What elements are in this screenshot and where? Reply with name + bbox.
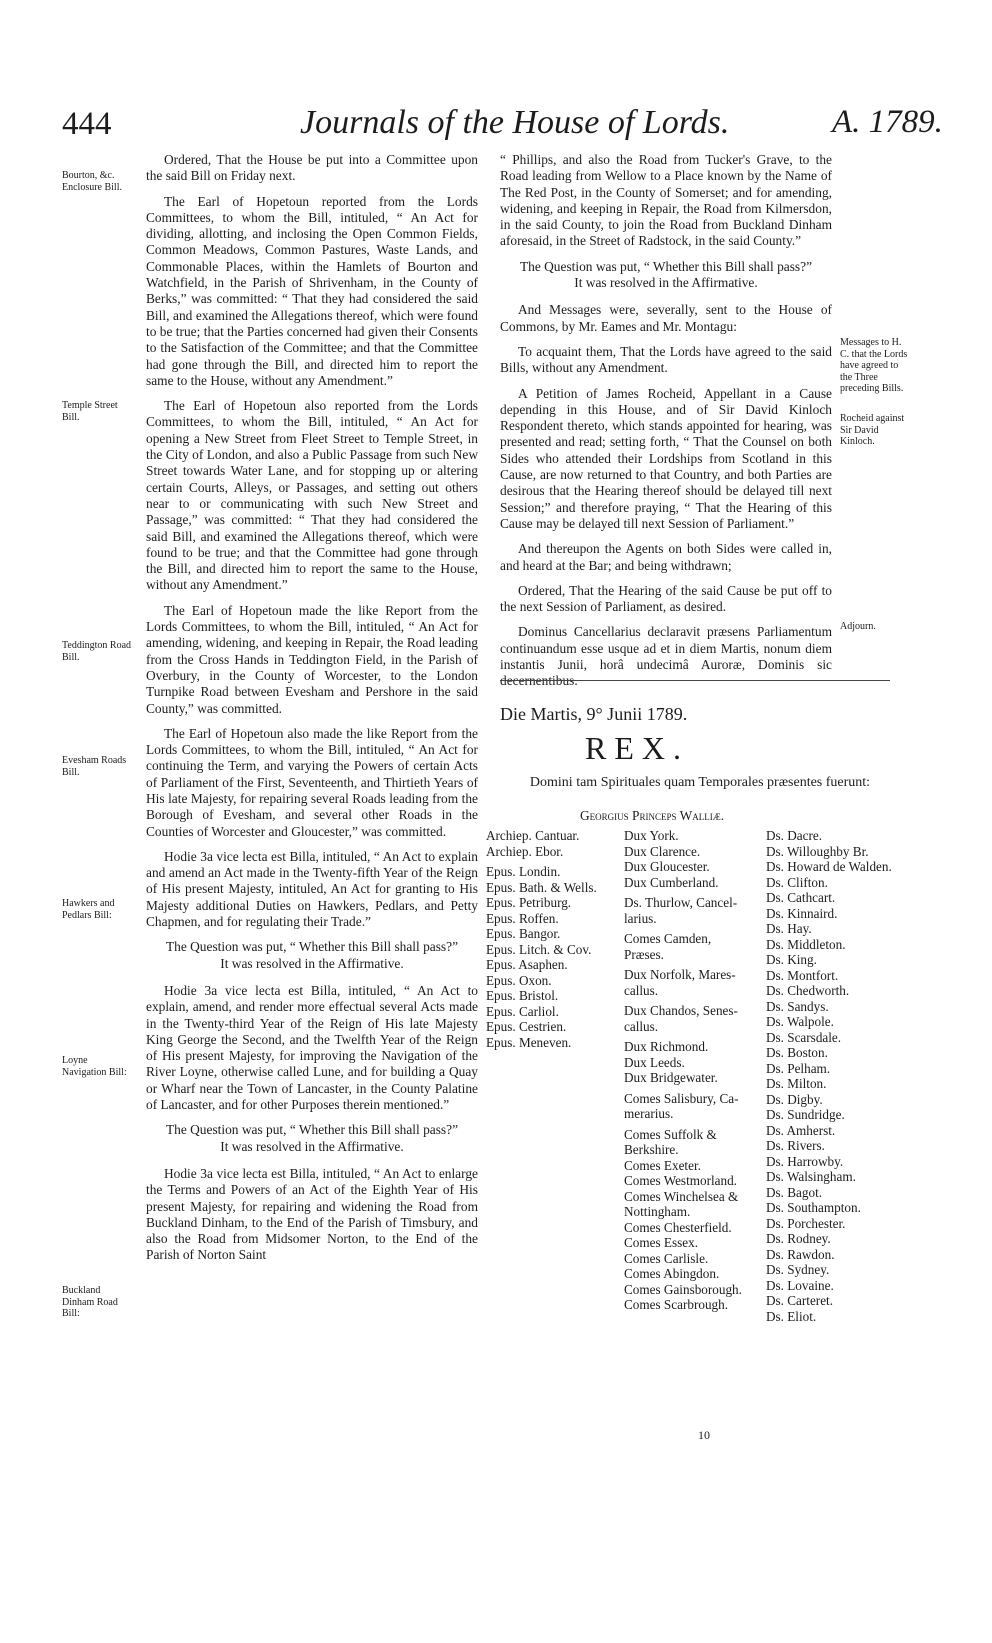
lord-name: Comes Winchelsea & (624, 1188, 739, 1204)
lord-name: Dux Norfolk, Mares- (624, 967, 736, 982)
lord-name: Epus. Roffen. (486, 910, 559, 926)
paragraph: The Earl of Hopetoun also reported from the Lords Committees, to whom the Bill, intituled, “ An Act for opening a New Street from Fleet Street to Temple Street, in the City of London, and also a Public Passage from such New Street towards Water Lane, and for stopping up or altering certain Courts, Alleys, or Passages, and setting out others near to or communicating with such New Street and Passage,” was committed: “ That they had considered the said Bill, and examined the Allegations thereof, which were found to be true; and that the Committee had gone through the Bill, and directed him to report the same to the House, without any Amendment.” (146, 398, 478, 593)
lord-name: Dux Gloucester. (624, 859, 710, 874)
question-line: The Question was put, “ Whether this Bill shall pass?” (165, 1122, 459, 1138)
lord-name: Ds. Carteret. (766, 1293, 834, 1308)
lord-name: Epus. Oxon. (486, 972, 552, 988)
lord-name: Ds. Willoughby Br. (766, 843, 869, 859)
lord-name: Ds. Rawdon. (766, 1246, 835, 1262)
lord-name: Ds. Pelham. (766, 1060, 831, 1076)
page-title: Journals of the House of Lords. (300, 104, 730, 141)
margin-note-evesham: Evesham Roads Bill. (62, 755, 127, 778)
left-column (146, 152, 478, 1273)
lord-name: Epus. Petriburg. (486, 895, 572, 910)
margin-note-teddington: Teddington Road Bill. (62, 640, 132, 663)
lord-name: Epus. Carliol. (486, 1003, 559, 1019)
lord-name: Epus. Asaphen. (486, 957, 568, 972)
paragraph: Hodie 3a vice lecta est Billa, intituled, “ An Act to explain, amend, and render more effectual several Acts made in the Twenty-third Year of the Reign of His late Majesty King George the Second, and the Twelfth Year of the Reign of His present Majesty, for improving the Navigation of the River Loyne, otherwise called Lune, and for building a Quay or Wharf near the Town of Lancaster, in the County Palatine of Lancaster, and for other Purposes therein mentioned.” (146, 982, 478, 1113)
margin-note-buckland: Buckland Dinham Road Bill: (62, 1285, 118, 1319)
margin-note-messages: Messages to H. C. that the Lords have agreed to the Three preceding Bills. (840, 337, 908, 394)
lord-name: Dux Cumberland. (624, 874, 719, 890)
lord-name: Ds. Montfort. (766, 967, 839, 983)
right-column (500, 152, 832, 699)
lord-name: Comes Gainsborough. (624, 1281, 742, 1297)
lord-name: Dux York. (624, 828, 679, 843)
lord-name: Epus. Bath. & Wells. (486, 879, 597, 895)
paragraph: Hodie 3a vice lecta est Billa, intituled, “ An Act to enlarge the Terms and Powers of an Act of the Eighth Year of His present Majesty, for repairing and widening the Road from Buckland Dinham, to the End of the Parish of Timsbury, and also the Road from Midsomer Norton, to the End of the Parish of Norton Saint (146, 1165, 478, 1263)
lord-name: Ds. Digby. (766, 1091, 823, 1107)
lord-name: Ds. Eliot. (766, 1308, 817, 1324)
paragraph: Ordered, That the House be put into a Committee upon the said Bill on Friday next. (146, 152, 478, 184)
lord-name: Ds. Southampton. (766, 1200, 861, 1215)
lord-name: Comes Carlisle. (624, 1250, 709, 1266)
lords-list-spiritual (486, 828, 634, 1050)
lord-name: Ds. Thurlow, Cancel- (624, 895, 738, 910)
lord-name: Ds. Middleton. (766, 936, 846, 952)
present-heading: Domini tam Spirituales quam Temporales præsentes fuerunt: (529, 775, 871, 790)
prince-of-wales: Georgius Princeps Walliæ. (580, 808, 725, 823)
lord-name: Ds. Chedworth. (766, 983, 850, 998)
lord-name: Dux Leeds. (624, 1054, 685, 1070)
resolution-line: It was resolved in the Affirmative. (220, 1138, 404, 1154)
lord-name: Ds. Scarsdale. (766, 1029, 842, 1045)
lord-name: Comes Scarbrough. (624, 1297, 729, 1312)
lord-name: Comes Camden, (624, 931, 712, 946)
lord-name: Epus. Londin. (486, 864, 561, 879)
lord-name: Comes Abingdon. (624, 1266, 720, 1281)
lord-name: Comes Suffolk & (624, 1126, 717, 1142)
lord-name: Ds. Walpole. (766, 1014, 834, 1029)
lord-name: Comes Chesterfield. (624, 1219, 732, 1235)
sitting-rex: REX. (585, 730, 689, 766)
lord-name: Comes Essex. (624, 1235, 698, 1250)
lord-name: Ds. Amherst. (766, 1122, 836, 1138)
lord-name: Ds. King. (766, 952, 817, 967)
lord-name: Archiep. Ebor. (486, 843, 564, 859)
margin-note-adjourn: Adjourn. (840, 621, 876, 632)
lord-name: Dux Richmond. (624, 1039, 709, 1054)
resolution-line: It was resolved in the Affirmative. (220, 955, 404, 971)
margin-note-temple-street: Temple Street Bill. (62, 400, 118, 423)
lord-name: Comes Westmorland. (624, 1173, 737, 1188)
lord-name: callus. (624, 1018, 659, 1034)
lord-name: Ds. Rivers. (766, 1138, 825, 1153)
lord-name: Epus. Cestrien. (486, 1019, 567, 1034)
lords-list-dukes-earls (624, 828, 764, 1313)
lord-name: Ds. Kinnaird. (766, 905, 838, 921)
lords-list-barons (766, 828, 906, 1324)
paragraph: Dominus Cancellarius declaravit præsens Parliamentum continuandum esse usque ad et in diem Martis, nonum diem instantis Junii, horâ undecimâ Auroræ, Dominis sic decernentibus. (500, 624, 832, 689)
paragraph: A Petition of James Rocheid, Appellant in a Cause depending in this House, and of Sir David Kinloch Respondent thereto, which stands appointed for hearing, was presented and read; setting forth, “ That the Counsel on both Sides who attended their Lordships from Scotland in this Cause, are now returned to that Country, and both Parties are desirous that the Hearing thereof should be delayed till next Session;” and therefore praying, “ That the Hearing of this Cause may be delayed till next Session of Parliament.” (500, 385, 832, 531)
lord-name: Comes Exeter. (624, 1157, 701, 1173)
lord-name: Epus. Meneven. (486, 1034, 572, 1050)
paragraph: To acquaint them, That the Lords have agreed to the said Bills, without any Amendment. (500, 343, 832, 376)
lord-name: Ds. Sandys. (766, 998, 829, 1014)
lord-name: Ds. Milton. (766, 1076, 827, 1091)
lord-name: Comes Salisbury, Ca- (624, 1090, 739, 1106)
lord-name: Epus. Bangor. (486, 926, 561, 941)
resolution-line: It was resolved in the Affirmative. (574, 275, 758, 291)
paragraph: The Earl of Hopetoun reported from the Lords Committees, to whom the Bill, intituled, “ An Act for dividing, allotting, and inclosing the Open Common Fields, Common Meadows, Common Pastures, Waste Lands, and Commonable Places, within the Hamlets of Bourton and Watchfield, in the Parish of Shrivenham, in the County of Berks,” was committed: “ That they had considered the said Bill, and examined the Allegations thereof, which were found to be true; that the Parties concerned had given their Consents to the Satisfaction of the Committee; and that the Committee had gone through the Bill, and directed him to report the same to the House, without any Amendment.” (146, 193, 478, 388)
lord-name: Ds. Lovaine. (766, 1277, 834, 1293)
lord-name: Ds. Harrowby. (766, 1153, 844, 1169)
lord-name: merarius. (624, 1106, 674, 1121)
lord-name: Dux Clarence. (624, 843, 701, 859)
sitting-date: Die Martis, 9° Junii 1789. (500, 704, 688, 724)
section-divider (500, 680, 890, 681)
lord-name: Ds. Walsingham. (766, 1169, 856, 1184)
lord-name: Berkshire. (624, 1142, 679, 1157)
lord-name: Ds. Bagot. (766, 1184, 823, 1200)
lord-name: Ds. Clifton. (766, 874, 828, 890)
lord-name: Epus. Litch. & Cov. (486, 941, 592, 957)
paragraph: The Earl of Hopetoun also made the like Report from the Lords Committees, to whom the Bill, intituled, “ An Act for continuing the Term, and varying the Powers of certain Acts of Parliament of the First, Seventeenth, and Thirtieth Years of His late Majesty, for repairing several Roads leading from the Borough of Evesham, and several other Roads in the Counties of Worcester and Gloucester,” was committed. (146, 725, 478, 839)
lord-name: Ds. Dacre. (766, 828, 823, 843)
lord-name: Præses. (624, 946, 664, 962)
lord-name: callus. (624, 982, 659, 998)
page-number: 444 (62, 106, 112, 142)
lord-name: Nottingham. (624, 1204, 691, 1219)
question-line: The Question was put, “ Whether this Bill shall pass?” (519, 258, 813, 274)
lord-name: Ds. Sundridge. (766, 1107, 845, 1122)
paragraph: Hodie 3a vice lecta est Billa, intituled, “ An Act to explain and amend an Act made in the Twenty-fifth Year of the Reign of His present Majesty, intituled, An Act for granting to His Majesty additional Duties on Hawkers, Pedlars, and Petty Chapmen, and for regulating their Trade.” (146, 848, 478, 930)
lord-name: Ds. Howard de Walden. (766, 859, 892, 874)
margin-note-loyne: Loyne Navigation Bill: (62, 1055, 127, 1078)
margin-note-hawkers: Hawkers and Pedlars Bill: (62, 898, 115, 921)
printer-signature: 10 (698, 1428, 710, 1442)
lord-name: Ds. Hay. (766, 921, 812, 936)
lord-name: Archiep. Cantuar. (486, 828, 580, 843)
lord-name: Ds. Boston. (766, 1045, 828, 1060)
paragraph: And Messages were, severally, sent to the House of Commons, by Mr. Eames and Mr. Montagu: (500, 302, 832, 334)
margin-note-bourton: Bourton, &c. Enclosure Bill. (62, 170, 122, 193)
lord-name: Epus. Bristol. (486, 988, 559, 1003)
paragraph: Ordered, That the Hearing of the said Cause be put off to the next Session of Parliament, as desired. (500, 582, 832, 615)
lord-name: larius. (624, 910, 657, 926)
lord-name: Ds. Porchester. (766, 1215, 846, 1231)
lord-name: Dux Chandos, Senes- (624, 1003, 738, 1018)
margin-note-rocheid: Rocheid against Sir David Kinloch. (840, 413, 905, 447)
lord-name: Ds. Cathcart. (766, 890, 836, 905)
paragraph: The Earl of Hopetoun made the like Report from the Lords Committees, to whom the Bill, intituled, “ An Act for amending, widening, and keeping in Repair, the Road leading from the Cross Hands in Teddington Field, in the Parish of Overbury, in the County of Worcester, to the London Turnpike Road between Evesham and Pershore in the said County,” was committed. (146, 602, 478, 716)
question-line: The Question was put, “ Whether this Bill shall pass?” (165, 939, 459, 955)
paragraph: And thereupon the Agents on both Sides were called in, and heard at the Bar; and being withdrawn; (500, 541, 832, 573)
lord-name: Dux Bridgewater. (624, 1070, 718, 1085)
lord-name: Ds. Sydney. (766, 1262, 830, 1277)
page-year: A. 1789. (832, 104, 943, 140)
paragraph: “ Phillips, and also the Road from Tucker's Grave, to the Road leading from Wellow to a Place known by the Name of The Red Post, in the County of Somerset; and for amending, widening, and keeping in Repair, the Road from Kilmersdon, in the said County, to join the Road from Buckland Dinham aforesaid, in the Street of Radstock, in the said County.” (500, 152, 832, 249)
lord-name: Ds. Rodney. (766, 1231, 831, 1246)
